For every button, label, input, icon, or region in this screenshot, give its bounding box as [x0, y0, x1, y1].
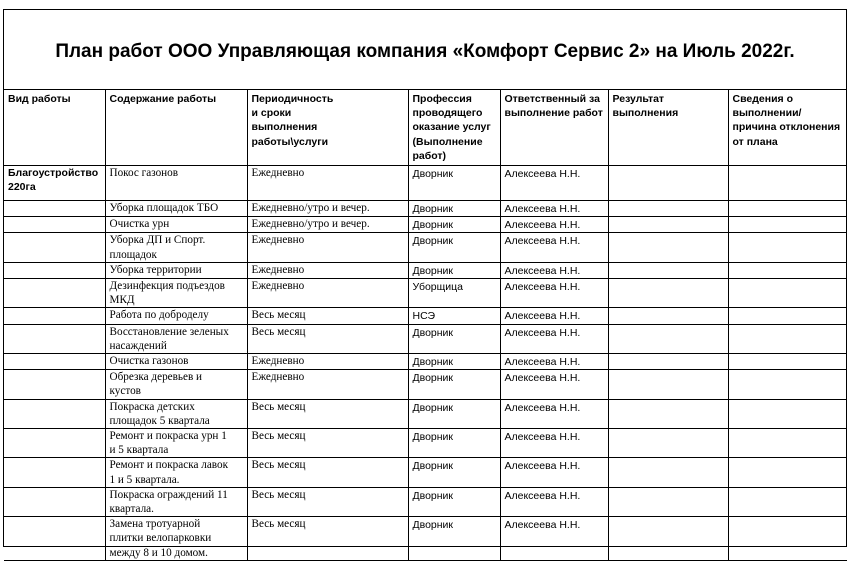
header-row [4, 90, 847, 166]
cell-responsible: Алексеева Н.Н. [500, 279, 608, 308]
cell-result [608, 262, 728, 278]
header-kind: Вид работы [4, 90, 105, 166]
cell-result [608, 487, 728, 516]
cell-content: Покраска ограждений 11 квартала. [105, 487, 247, 516]
cell-result [608, 279, 728, 308]
cell-profession: Дворник [408, 262, 500, 278]
cell-result [608, 399, 728, 428]
cell-period: Ежедневно [247, 279, 408, 308]
header-result: Результат выполнения [608, 90, 728, 166]
cell-responsible: Алексеева Н.Н. [500, 233, 608, 262]
cell-responsible: Алексеева Н.Н. [500, 262, 608, 278]
cell-profession: Дворник [408, 487, 500, 516]
table-row [4, 458, 847, 487]
cell-result [608, 458, 728, 487]
cell-result [608, 370, 728, 399]
cell-profession: Дворник [408, 517, 500, 561]
cell-period: Ежедневно [247, 233, 408, 262]
cell-kind [4, 324, 105, 353]
cell-kind [4, 262, 105, 278]
cell-kind [4, 399, 105, 428]
cell-responsible: Алексеева Н.Н. [500, 166, 608, 201]
header-period: Периодичность и сроки выполнения работы\услуги [247, 90, 408, 166]
cell-profession: НСЭ [408, 308, 500, 324]
cell-result [608, 324, 728, 353]
cell-result [608, 166, 728, 201]
header-content: Содержание работы [105, 90, 247, 166]
cell-kind [4, 354, 105, 370]
cell-profession: Уборщица [408, 279, 500, 308]
table-row [4, 370, 847, 399]
cell-profession: Дворник [408, 458, 500, 487]
cell-period: Весь месяц [247, 308, 408, 324]
header-responsible: Ответственный за выполнение работ [500, 90, 608, 166]
cell-content: Уборка ДП и Спорт. площадок [105, 233, 247, 262]
cell-kind [4, 458, 105, 487]
cell-period: Ежедневно/утро и вечер. [247, 217, 408, 233]
cell-result [608, 354, 728, 370]
cell-period: Весь месяц [247, 324, 408, 353]
cell-result [608, 217, 728, 233]
cell-period: Ежедневно/утро и вечер. [247, 201, 408, 217]
cell-responsible: Алексеева Н.Н. [500, 324, 608, 353]
cell-result [608, 517, 728, 561]
cell-kind [4, 370, 105, 399]
cell-period: Весь месяц [247, 517, 408, 561]
header-info: Сведения о выполнении/ причина отклонения от плана [728, 90, 847, 166]
cell-content: Замена тротуарной плитки велопарковки между 8 и 10 домом. [105, 517, 247, 561]
cell-info [728, 308, 847, 324]
cell-content: Дезинфекция подъездов МКД [105, 279, 247, 308]
cell-result [608, 429, 728, 458]
cell-kind [4, 201, 105, 217]
cell-profession: Дворник [408, 217, 500, 233]
cell-responsible: Алексеева Н.Н. [500, 487, 608, 516]
cell-period: Весь месяц [247, 487, 408, 516]
cell-kind [4, 517, 105, 561]
cell-period: Весь месяц [247, 458, 408, 487]
cell-profession: Дворник [408, 429, 500, 458]
cell-result [608, 201, 728, 217]
cell-kind [4, 487, 105, 516]
cell-responsible: Алексеева Н.Н. [500, 517, 608, 561]
cell-info [728, 399, 847, 428]
cell-profession: Дворник [408, 201, 500, 217]
cell-info [728, 262, 847, 278]
cell-content: Работа по доброделу [105, 308, 247, 324]
cell-period: Весь месяц [247, 399, 408, 428]
table-row [4, 262, 847, 278]
cell-info [728, 166, 847, 201]
cell-info [728, 324, 847, 353]
table-row [4, 279, 847, 308]
document-title: План работ ООО Управляющая компания «Комфорт Сервис 2» на Июль 2022г. [4, 10, 846, 90]
cell-content: Восстановление зеленых насаждений [105, 324, 247, 353]
cell-responsible: Алексеева Н.Н. [500, 429, 608, 458]
cell-info [728, 429, 847, 458]
cell-content: Ремонт и покраска урн 1 и 5 квартала [105, 429, 247, 458]
cell-content: Очистка газонов [105, 354, 247, 370]
cell-period: Ежедневно [247, 370, 408, 399]
cell-profession: Дворник [408, 354, 500, 370]
cell-profession: Дворник [408, 324, 500, 353]
cell-info [728, 354, 847, 370]
document-page [3, 9, 847, 559]
cell-kind [4, 217, 105, 233]
table-row [4, 217, 847, 233]
table-row [4, 517, 847, 561]
cell-info [728, 217, 847, 233]
cell-info [728, 233, 847, 262]
cell-content: Очистка урн [105, 217, 247, 233]
cell-kind: Благоустройство 220га [4, 166, 105, 201]
header-profession: Профессия проводящего оказание услуг (Выполнение работ) [408, 90, 500, 166]
cell-responsible: Алексеева Н.Н. [500, 399, 608, 428]
cell-info [728, 279, 847, 308]
cell-content: Ремонт и покраска лавок 1 и 5 квартала. [105, 458, 247, 487]
cell-responsible: Алексеева Н.Н. [500, 201, 608, 217]
table-row [4, 324, 847, 353]
cell-responsible: Алексеева Н.Н. [500, 458, 608, 487]
table-body [4, 166, 847, 561]
cell-period: Весь месяц [247, 429, 408, 458]
table-row [4, 429, 847, 458]
cell-info [728, 370, 847, 399]
cell-profession: Дворник [408, 166, 500, 201]
cell-content: Покос газонов [105, 166, 247, 201]
cell-content: Покраска детских площадок 5 квартала [105, 399, 247, 428]
cell-kind [4, 233, 105, 262]
cell-content: Уборка площадок ТБО [105, 201, 247, 217]
cell-period: Ежедневно [247, 262, 408, 278]
table-row [4, 354, 847, 370]
cell-kind [4, 429, 105, 458]
table-row [4, 166, 847, 201]
table-row [4, 308, 847, 324]
cell-profession: Дворник [408, 399, 500, 428]
cell-info [728, 458, 847, 487]
table-row [4, 233, 847, 262]
cell-period: Ежедневно [247, 354, 408, 370]
cell-info [728, 201, 847, 217]
cell-profession: Дворник [408, 370, 500, 399]
cell-responsible: Алексеева Н.Н. [500, 354, 608, 370]
cell-responsible: Алексеева Н.Н. [500, 308, 608, 324]
work-plan-table [4, 90, 847, 561]
cell-content: Уборка территории [105, 262, 247, 278]
cell-responsible: Алексеева Н.Н. [500, 217, 608, 233]
cell-kind [4, 308, 105, 324]
cell-info [728, 517, 847, 561]
cell-result [608, 308, 728, 324]
cell-kind [4, 279, 105, 308]
cell-result [608, 233, 728, 262]
cell-info [728, 487, 847, 516]
cell-responsible: Алексеева Н.Н. [500, 370, 608, 399]
table-row [4, 487, 847, 516]
cell-period: Ежедневно [247, 166, 408, 201]
cell-profession: Дворник [408, 233, 500, 262]
table-row [4, 399, 847, 428]
cell-content: Обрезка деревьев и кустов [105, 370, 247, 399]
table-row [4, 201, 847, 217]
